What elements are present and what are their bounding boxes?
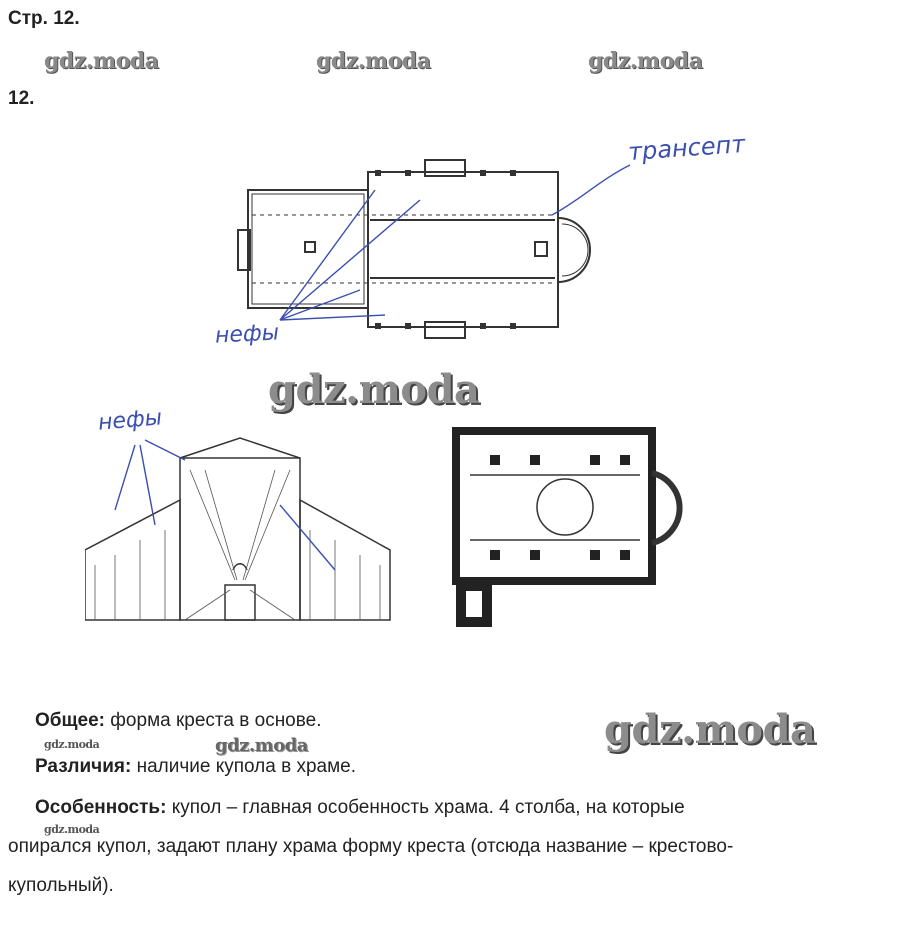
feature-line-1 (35, 788, 903, 827)
annotation-arrows (200, 130, 770, 360)
difference-label: Различия: (35, 756, 132, 777)
watermark: gdz.moda (604, 706, 816, 753)
feature-text-1: купол – главная особенность храма. 4 столба, на которые (171, 797, 685, 818)
page-label: Стр. 12. (8, 8, 80, 29)
common-label: Общее: (35, 710, 106, 731)
feature-line-2: опирался купол, задают плану храма форму креста (отсюда название – крестово- (8, 836, 734, 857)
watermark: gdz.moda (316, 48, 431, 74)
watermark: gdz.moda (588, 48, 703, 74)
feature-line-3: купольный). (8, 875, 114, 896)
naves-label: нефы (214, 320, 280, 349)
task-number: 12. (8, 88, 35, 109)
naves-label: нефы (97, 405, 164, 436)
feature-label: Особенность: (35, 797, 167, 818)
cross-domed-plan-drawing (450, 425, 690, 630)
watermark: gdz.moda (215, 735, 308, 756)
difference-value: наличие купола в храме. (136, 756, 357, 777)
watermark: gdz.moda (268, 366, 480, 413)
transept-label: трансепт (627, 129, 747, 167)
watermark: gdz.moda (44, 823, 100, 836)
common-value: форма креста в основе. (110, 710, 322, 731)
watermark: gdz.moda (44, 738, 100, 751)
difference-line (35, 747, 356, 786)
watermark: gdz.moda (44, 48, 159, 74)
